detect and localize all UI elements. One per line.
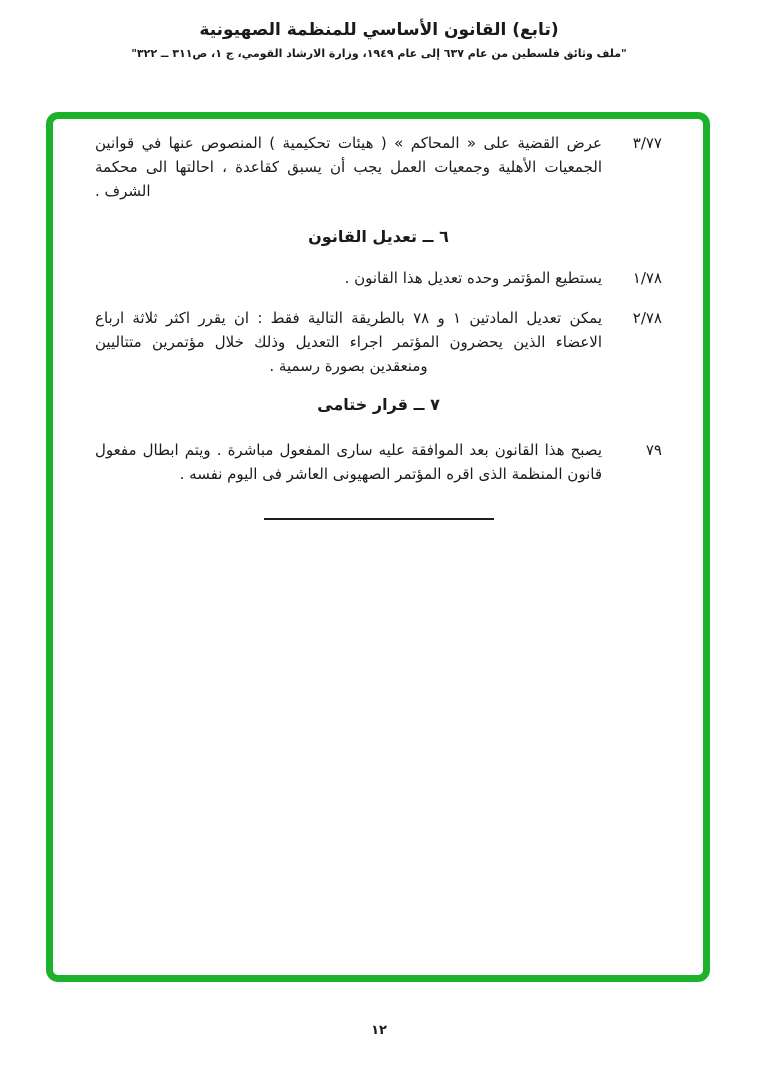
clause-77-3-number: ٣/٧٧	[632, 134, 662, 152]
green-border-frame	[46, 112, 710, 982]
clause-78-2-number: ٢/٧٨	[632, 309, 662, 327]
clause-79	[95, 438, 662, 486]
clause-77-3-text: عرض القضية على « المحاكم » ( هيئات تحكيمية ) المنصوص عنها في قوانين الجمعيات الأهلية وجمعيات العمل يجب أن يسبق كقاعدة ، احالتها الى محكمة الشرف .	[95, 134, 602, 200]
document-header	[0, 20, 758, 60]
document-title: (تابع) القانون الأساسي للمنظمة الصهيونية	[199, 20, 559, 40]
clause-78-1-number: ١/٧٨	[632, 269, 662, 287]
clause-79-text: يصبح هذا القانون بعد الموافقة عليه سارى المفعول مباشرة . ويتم ابطال مفعول قانون المنظمة الذى اقره المؤتمر الصهيونى العاشر فى اليوم نفسه .	[95, 441, 602, 483]
clause-78-1	[95, 266, 662, 290]
section-7-heading: ٧ ــ قرار ختامى	[317, 395, 440, 414]
frame-content	[53, 119, 703, 520]
document-source-line: "ملف وثائق فلسطين من عام ٦٣٧ إلى عام ١٩٤٩، وزارة الارشاد القومي، ج ١، ص٣١١ ــ ٣٢٢"	[131, 47, 627, 60]
end-divider-line	[264, 518, 494, 520]
clause-77-3	[95, 131, 662, 203]
clause-79-number: ٧٩	[645, 441, 662, 459]
clause-78-2-text: يمكن تعديل المادتين ١ و ٧٨ بالطريقة التالية فقط : ان يقرر اكثر ثلاثة ارباع الاعضاء الذين يحضرون المؤتمر اجراء التعديل وذلك خلال مؤتمرين متتاليين ومنعقدين بصورة رسمية .	[95, 309, 603, 375]
section-6-heading: ٦ ــ تعديل القانون	[308, 227, 449, 246]
clause-78-1-text: يستطيع المؤتمر وحده تعديل هذا القانون .	[344, 269, 602, 287]
clause-78-2	[95, 306, 662, 378]
page-number: ١٢	[371, 1023, 387, 1038]
